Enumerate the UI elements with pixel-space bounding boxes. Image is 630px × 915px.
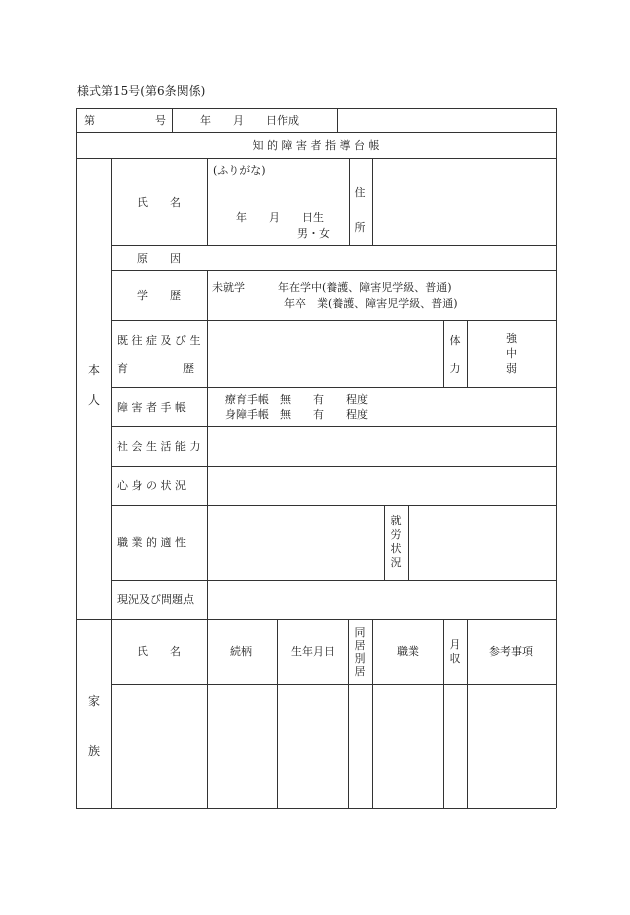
ryoiku-handbook-line: 療育手帳 無 有 程度 (225, 393, 368, 406)
rule (76, 808, 556, 809)
sex-label: 男・女 (297, 227, 330, 240)
rule (172, 108, 173, 132)
employment-status-field[interactable] (410, 507, 554, 578)
form-title: 知 的 障 害 者 指 導 台 帳 (252, 139, 380, 152)
current-issues-label: 現況及び問題点 (117, 593, 194, 606)
education-label: 学 歴 (137, 289, 181, 302)
record-number-prefix: 第 (84, 114, 95, 127)
family-column-birthdate: 生年月日 (291, 645, 335, 658)
rule (76, 132, 556, 133)
employment-status-label: 就労状況 (390, 514, 402, 569)
rule (111, 466, 556, 467)
rule (408, 505, 409, 580)
medical-history-label-line-2: 育 歴 (117, 362, 194, 375)
created-date-field[interactable] (180, 110, 330, 130)
mental-physical-label: 心 身 の 状 況 (117, 479, 186, 492)
birth-date-label: 年 月 日生 (236, 211, 324, 224)
social-ability-label: 社 会 生 活 能 力 (117, 440, 201, 453)
rule (337, 108, 338, 132)
family-column-income: 月収 (449, 638, 461, 665)
rule (556, 108, 557, 808)
rule (443, 320, 444, 387)
rule (111, 684, 556, 685)
rule (111, 580, 556, 581)
strength-option-weak[interactable]: 弱 (506, 362, 517, 375)
rule (111, 320, 556, 321)
family-column-occupation: 職業 (397, 645, 419, 658)
form-number-label: 様式第15号(第6条関係) (77, 84, 206, 98)
medical-history-label-line-1: 既 往 症 及 び 生 (117, 334, 201, 347)
physical-strength-label: 体力 (449, 334, 461, 375)
rule (76, 619, 556, 620)
rule (111, 426, 556, 427)
strength-option-medium[interactable]: 中 (506, 347, 517, 360)
cause-field[interactable] (209, 247, 554, 268)
rule (76, 158, 556, 159)
rule (372, 158, 373, 245)
created-date-label: 年 月 日作成 (200, 114, 299, 127)
rule (207, 158, 208, 245)
address-field[interactable] (374, 160, 554, 243)
rule (76, 108, 77, 808)
family-column-notes: 参考事項 (489, 645, 533, 658)
shinsho-handbook-line: 身障手帳 無 有 程度 (225, 408, 368, 421)
vocational-aptitude-field[interactable] (209, 507, 382, 578)
record-number-field[interactable] (96, 110, 154, 130)
record-number-suffix: 号 (155, 114, 166, 127)
address-label: 住所 (354, 186, 366, 234)
social-ability-field[interactable] (209, 428, 554, 464)
rule (111, 505, 556, 506)
disability-handbook-label: 障 害 者 手 帳 (117, 401, 186, 414)
honnin-section-label: 本人 (87, 363, 100, 407)
family-column-relation: 続柄 (230, 645, 252, 658)
family-section-label: 家族 (87, 694, 100, 758)
rule (111, 158, 112, 808)
furigana-label: (ふりがな) (213, 164, 266, 177)
education-line-2: 年卒 業(養護、障害児学級、普通) (284, 297, 458, 310)
family-column-cohabitation: 同居別居 (354, 626, 366, 678)
education-line-1: 未就学 年在学中(養護、障害児学級、普通) (212, 281, 452, 294)
mental-physical-field[interactable] (209, 468, 554, 503)
cause-label: 原 因 (137, 252, 181, 265)
rule (349, 158, 350, 245)
family-column-name: 氏 名 (137, 645, 181, 658)
rule (111, 270, 556, 271)
medical-history-field[interactable] (209, 322, 441, 385)
rule (467, 320, 468, 387)
name-field[interactable] (209, 178, 347, 208)
name-label: 氏 名 (137, 196, 181, 209)
rule (111, 245, 556, 246)
rule (384, 505, 385, 580)
strength-option-strong[interactable]: 強 (506, 332, 517, 345)
rule (76, 108, 556, 109)
current-issues-field[interactable] (209, 582, 554, 617)
rule (111, 387, 556, 388)
family-rows-area[interactable] (113, 686, 554, 806)
vocational-aptitude-label: 職 業 的 適 性 (117, 536, 186, 549)
